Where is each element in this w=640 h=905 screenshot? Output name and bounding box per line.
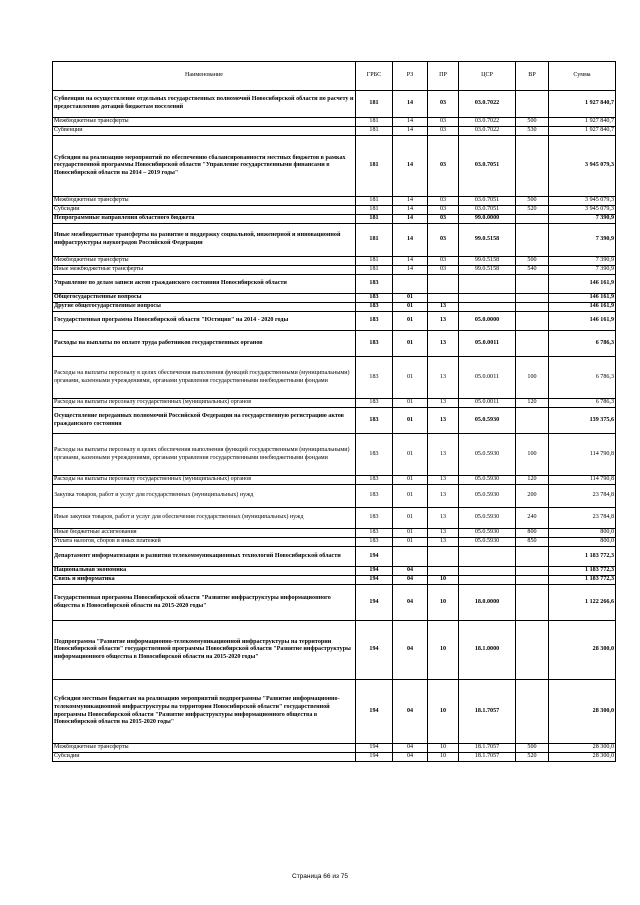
cell-csr: 18.1.0000 <box>459 621 516 680</box>
cell-vr: 800 <box>516 529 549 538</box>
cell-sum: 1 183 772,3 <box>549 547 616 567</box>
cell-csr: 18.1.7057 <box>459 744 516 753</box>
table-row <box>53 224 616 257</box>
cell-sum: 3 945 079,3 <box>549 206 616 215</box>
cell-csr: 99.0.0000 <box>459 215 516 224</box>
cell-name: Подпрограмма "Развитие информационно-телекоммуникационной инфраструктуры на территории Новосибирской области" государственной программы Новосибирской области "Развитие инфраструктуры информационного общества в Новосибирской области на 2015-2020 годы" <box>53 621 356 680</box>
cell-vr <box>516 576 549 585</box>
table-row <box>53 257 616 266</box>
cell-sum: 28 300,0 <box>549 753 616 762</box>
cell-csr <box>459 576 516 585</box>
cell-grbs: 183 <box>356 508 393 529</box>
cell-vr <box>516 547 549 567</box>
table-row <box>53 567 616 576</box>
cell-rz: 01 <box>393 529 428 538</box>
cell-name: Межбюджетные трансферты <box>53 257 356 266</box>
cell-pr: 13 <box>428 357 459 399</box>
cell-pr: 10 <box>428 585 459 621</box>
cell-pr: 13 <box>428 408 459 434</box>
cell-vr: 500 <box>516 744 549 753</box>
cell-rz: 04 <box>393 744 428 753</box>
cell-name: Субвенции <box>53 127 356 136</box>
cell-sum: 1 183 772,3 <box>549 567 616 576</box>
cell-grbs: 181 <box>356 127 393 136</box>
cell-name: Государственная программа Новосибирской области "Юстиция" на 2014 - 2020 годы <box>53 312 356 331</box>
cell-csr: 05.0.5930 <box>459 485 516 508</box>
cell-csr: 99.0.5158 <box>459 257 516 266</box>
header-grbs: ГРБС <box>356 62 393 91</box>
cell-csr <box>459 547 516 567</box>
cell-rz: 14 <box>393 206 428 215</box>
cell-rz: 14 <box>393 257 428 266</box>
cell-pr: 13 <box>428 476 459 485</box>
table-row <box>53 744 616 753</box>
cell-rz: 14 <box>393 215 428 224</box>
cell-csr: 03.0.7051 <box>459 206 516 215</box>
cell-name: Межбюджетные трансферты <box>53 744 356 753</box>
cell-csr: 99.0.5158 <box>459 266 516 275</box>
cell-name: Субсидии местным бюджетам на реализацию мероприятий подпрограммы "Развитие информационно-телекоммуникационной инфраструктуры на территории Новосибирской области" государственной программы Новосибирской области "Развитие инфраструктуры информационного общества в Новосибирской области на 2015-2020 годы" <box>53 680 356 744</box>
cell-name: Осуществление переданных полномочий Российской Федерации на государственную регистрацию актов гражданского состояния <box>53 408 356 434</box>
cell-rz: 14 <box>393 136 428 197</box>
cell-rz: 14 <box>393 91 428 118</box>
cell-rz: 01 <box>393 485 428 508</box>
cell-pr: 13 <box>428 331 459 357</box>
cell-sum: 1 927 840,7 <box>549 91 616 118</box>
cell-pr: 03 <box>428 91 459 118</box>
cell-vr <box>516 331 549 357</box>
cell-vr <box>516 621 549 680</box>
cell-grbs: 183 <box>356 485 393 508</box>
table-row <box>53 266 616 275</box>
cell-rz: 01 <box>393 508 428 529</box>
cell-rz: 04 <box>393 680 428 744</box>
cell-name: Субвенции на осуществление отдельных государственных полномочий Новосибирской области по расчету и предоставлению дотаций бюджетам поселений <box>53 91 356 118</box>
cell-sum: 7 390,9 <box>549 224 616 257</box>
table-row <box>53 118 616 127</box>
cell-pr <box>428 547 459 567</box>
cell-name: Иные закупки товаров, работ и услуг для обеспечения государственных (муниципальных) нужд <box>53 508 356 529</box>
cell-vr: 100 <box>516 357 549 399</box>
cell-rz: 01 <box>393 476 428 485</box>
cell-rz: 01 <box>393 294 428 303</box>
cell-sum: 146 161,9 <box>549 294 616 303</box>
cell-vr <box>516 680 549 744</box>
cell-vr <box>516 567 549 576</box>
cell-csr: 05.0.5930 <box>459 476 516 485</box>
cell-sum: 23 784,8 <box>549 485 616 508</box>
cell-sum: 7 390,9 <box>549 266 616 275</box>
table-row <box>53 399 616 408</box>
table-row <box>53 538 616 547</box>
cell-sum: 28 300,0 <box>549 621 616 680</box>
cell-sum: 146 161,9 <box>549 303 616 312</box>
cell-pr: 13 <box>428 508 459 529</box>
cell-name: Департамент информатизации и развития телекоммуникационных технологий Новосибирской области <box>53 547 356 567</box>
cell-grbs: 183 <box>356 275 393 294</box>
cell-sum: 146 161,9 <box>549 275 616 294</box>
cell-vr: 540 <box>516 266 549 275</box>
cell-sum: 23 784,8 <box>549 508 616 529</box>
cell-grbs: 183 <box>356 399 393 408</box>
cell-csr <box>459 294 516 303</box>
cell-rz: 01 <box>393 399 428 408</box>
table-row <box>53 476 616 485</box>
cell-sum: 3 945 079,3 <box>549 197 616 206</box>
cell-pr: 03 <box>428 266 459 275</box>
table-row <box>53 508 616 529</box>
header-rz: РЗ <box>393 62 428 91</box>
table-row <box>53 753 616 762</box>
cell-sum: 6 786,3 <box>549 399 616 408</box>
cell-csr <box>459 303 516 312</box>
cell-name: Уплата налогов, сборов и иных платежей <box>53 538 356 547</box>
cell-rz: 04 <box>393 585 428 621</box>
cell-sum: 7 390,9 <box>549 257 616 266</box>
cell-vr: 500 <box>516 257 549 266</box>
cell-csr: 05.0.0000 <box>459 312 516 331</box>
cell-grbs: 183 <box>356 529 393 538</box>
cell-grbs: 194 <box>356 621 393 680</box>
cell-csr: 05.0.5930 <box>459 529 516 538</box>
cell-rz: 04 <box>393 576 428 585</box>
cell-csr: 05.0.5930 <box>459 538 516 547</box>
cell-rz <box>393 275 428 294</box>
cell-grbs: 181 <box>356 215 393 224</box>
cell-grbs: 181 <box>356 136 393 197</box>
cell-grbs: 181 <box>356 197 393 206</box>
cell-sum: 3 945 079,3 <box>549 136 616 197</box>
cell-grbs: 183 <box>356 312 393 331</box>
cell-pr: 10 <box>428 753 459 762</box>
cell-vr: 200 <box>516 485 549 508</box>
cell-rz: 14 <box>393 127 428 136</box>
table-row <box>53 357 616 399</box>
cell-vr <box>516 91 549 118</box>
cell-rz: 01 <box>393 434 428 476</box>
cell-grbs: 183 <box>356 357 393 399</box>
cell-vr <box>516 275 549 294</box>
cell-name: Управление по делам записи актов гражданского состояния Новосибирской области <box>53 275 356 294</box>
cell-csr: 99.0.5158 <box>459 224 516 257</box>
cell-rz: 01 <box>393 331 428 357</box>
cell-sum: 1 183 772,3 <box>549 576 616 585</box>
cell-pr: 03 <box>428 197 459 206</box>
cell-pr: 03 <box>428 118 459 127</box>
cell-name: Иные бюджетные ассигнования <box>53 529 356 538</box>
cell-grbs: 183 <box>356 476 393 485</box>
cell-vr <box>516 136 549 197</box>
cell-pr <box>428 294 459 303</box>
cell-rz: 14 <box>393 266 428 275</box>
cell-name: Расходы на выплаты персоналу государственных (муниципальных) органов <box>53 476 356 485</box>
header-sum: Сумма <box>549 62 616 91</box>
cell-vr: 100 <box>516 434 549 476</box>
cell-name: Субсидии на реализацию мероприятий по обеспечению сбалансированности местных бюджетов в рамках государственной программы Новосибирской области "Управление государственными финансами в Новосибирской области на 2014 – 2019 годы" <box>53 136 356 197</box>
cell-pr: 03 <box>428 206 459 215</box>
cell-sum: 28 300,0 <box>549 744 616 753</box>
cell-sum: 146 161,9 <box>549 312 616 331</box>
cell-rz: 01 <box>393 357 428 399</box>
cell-csr: 18.1.7057 <box>459 680 516 744</box>
table-row <box>53 91 616 118</box>
table-body <box>53 91 616 762</box>
cell-name: Расходы на выплаты персоналу государственных (муниципальных) органов <box>53 399 356 408</box>
cell-sum: 114 790,8 <box>549 434 616 476</box>
cell-rz: 14 <box>393 197 428 206</box>
cell-pr: 13 <box>428 529 459 538</box>
cell-grbs: 183 <box>356 434 393 476</box>
cell-name: Непрограммные направления областного бюджета <box>53 215 356 224</box>
cell-sum: 1 927 840,7 <box>549 118 616 127</box>
cell-name: Межбюджетные трансферты <box>53 118 356 127</box>
cell-grbs: 181 <box>356 266 393 275</box>
cell-vr: 850 <box>516 538 549 547</box>
cell-rz: 04 <box>393 567 428 576</box>
cell-name: Общегосударственные вопросы <box>53 294 356 303</box>
cell-grbs: 183 <box>356 538 393 547</box>
cell-csr: 05.0.0011 <box>459 331 516 357</box>
cell-pr: 03 <box>428 127 459 136</box>
table-row <box>53 680 616 744</box>
cell-pr: 13 <box>428 485 459 508</box>
table-row <box>53 303 616 312</box>
cell-csr <box>459 567 516 576</box>
cell-name: Субсидии <box>53 206 356 215</box>
cell-csr: 18.1.7057 <box>459 753 516 762</box>
cell-grbs: 183 <box>356 294 393 303</box>
cell-name: Закупка товаров, работ и услуг для государственных (муниципальных) нужд <box>53 485 356 508</box>
cell-name: Субсидии <box>53 753 356 762</box>
cell-vr <box>516 312 549 331</box>
cell-name: Иные межбюджетные трансферты на развитие и поддержку социальной, инженерной и инновационной инфраструктуры наукоградов Российской Федерации <box>53 224 356 257</box>
cell-name: Другие общегосударственные вопросы <box>53 303 356 312</box>
cell-vr: 500 <box>516 197 549 206</box>
table-row <box>53 576 616 585</box>
cell-grbs: 181 <box>356 118 393 127</box>
cell-pr: 03 <box>428 136 459 197</box>
cell-name: Межбюджетные трансферты <box>53 197 356 206</box>
table-row <box>53 136 616 197</box>
cell-pr: 10 <box>428 621 459 680</box>
header-csr: ЦСР <box>459 62 516 91</box>
cell-rz <box>393 547 428 567</box>
cell-grbs: 194 <box>356 753 393 762</box>
cell-pr: 13 <box>428 434 459 476</box>
cell-name: Государственная программа Новосибирской области "Развитие инфраструктуры информационного общества в Новосибирской области на 2015-2020 годы" <box>53 585 356 621</box>
cell-grbs: 181 <box>356 206 393 215</box>
cell-rz: 04 <box>393 621 428 680</box>
cell-grbs: 181 <box>356 257 393 266</box>
cell-pr: 03 <box>428 215 459 224</box>
cell-grbs: 181 <box>356 224 393 257</box>
cell-rz: 04 <box>393 753 428 762</box>
table-row <box>53 331 616 357</box>
table-row <box>53 434 616 476</box>
cell-pr: 13 <box>428 303 459 312</box>
cell-vr: 120 <box>516 476 549 485</box>
cell-grbs: 194 <box>356 680 393 744</box>
cell-csr: 03.0.7022 <box>459 127 516 136</box>
budget-table <box>52 61 616 762</box>
cell-name: Расходы на выплаты по оплате труда работников государственных органов <box>53 331 356 357</box>
cell-csr: 05.0.5930 <box>459 508 516 529</box>
cell-vr: 120 <box>516 399 549 408</box>
cell-csr: 03.0.7051 <box>459 197 516 206</box>
cell-vr: 500 <box>516 118 549 127</box>
cell-vr <box>516 408 549 434</box>
cell-csr: 03.0.7022 <box>459 91 516 118</box>
cell-pr: 03 <box>428 257 459 266</box>
cell-grbs: 194 <box>356 547 393 567</box>
table-row <box>53 127 616 136</box>
cell-name: Расходы на выплаты персоналу в целях обеспечения выполнения функций государственными (муниципальными) органами, казенными учреждениями, органами управления государственными внебюджетными фондами <box>53 434 356 476</box>
cell-sum: 6 786,3 <box>549 331 616 357</box>
cell-grbs: 194 <box>356 576 393 585</box>
cell-pr <box>428 567 459 576</box>
cell-csr: 05.0.0011 <box>459 357 516 399</box>
cell-pr: 13 <box>428 538 459 547</box>
cell-grbs: 181 <box>356 91 393 118</box>
cell-pr: 03 <box>428 224 459 257</box>
cell-name: Национальная экономика <box>53 567 356 576</box>
table-row <box>53 197 616 206</box>
cell-rz: 01 <box>393 408 428 434</box>
cell-grbs: 183 <box>356 408 393 434</box>
cell-sum: 28 300,0 <box>549 680 616 744</box>
cell-pr: 13 <box>428 312 459 331</box>
cell-name: Расходы на выплаты персоналу в целях обеспечения выполнения функций государственными (муниципальными) органами, казенными учреждениями, органами управления государственными внебюджетными фондами <box>53 357 356 399</box>
cell-vr: 520 <box>516 206 549 215</box>
cell-vr <box>516 215 549 224</box>
cell-grbs: 194 <box>356 585 393 621</box>
cell-sum: 1 927 840,7 <box>549 127 616 136</box>
table-row <box>53 408 616 434</box>
table-row <box>53 312 616 331</box>
cell-csr <box>459 275 516 294</box>
table-row <box>53 294 616 303</box>
cell-pr: 10 <box>428 680 459 744</box>
cell-rz: 14 <box>393 118 428 127</box>
cell-sum: 800,0 <box>549 529 616 538</box>
cell-grbs: 194 <box>356 744 393 753</box>
cell-sum: 6 786,3 <box>549 357 616 399</box>
cell-csr: 05.0.0011 <box>459 399 516 408</box>
header-name: Наименование <box>53 62 356 91</box>
cell-csr: 03.0.7051 <box>459 136 516 197</box>
cell-csr: 18.0.0000 <box>459 585 516 621</box>
table-row <box>53 621 616 680</box>
page-footer: Страница 66 из 75 <box>292 873 348 880</box>
cell-sum: 139 375,6 <box>549 408 616 434</box>
cell-pr: 10 <box>428 576 459 585</box>
cell-rz: 01 <box>393 312 428 331</box>
table-row <box>53 206 616 215</box>
cell-csr: 03.0.7022 <box>459 118 516 127</box>
cell-vr <box>516 303 549 312</box>
cell-name: Иные межбюджетные трансферты <box>53 266 356 275</box>
cell-sum: 800,0 <box>549 538 616 547</box>
table-row <box>53 275 616 294</box>
cell-vr <box>516 224 549 257</box>
cell-rz: 01 <box>393 538 428 547</box>
table-header-row <box>53 62 616 91</box>
cell-pr <box>428 275 459 294</box>
cell-grbs: 183 <box>356 303 393 312</box>
cell-sum: 1 122 266,6 <box>549 585 616 621</box>
header-vr: ВР <box>516 62 549 91</box>
cell-rz: 01 <box>393 303 428 312</box>
table-row <box>53 547 616 567</box>
cell-grbs: 194 <box>356 567 393 576</box>
cell-pr: 13 <box>428 399 459 408</box>
cell-vr <box>516 294 549 303</box>
cell-vr <box>516 585 549 621</box>
table-row <box>53 215 616 224</box>
cell-sum: 114 790,8 <box>549 476 616 485</box>
cell-csr: 05.0.5930 <box>459 434 516 476</box>
cell-vr: 240 <box>516 508 549 529</box>
table-row <box>53 485 616 508</box>
cell-csr: 05.0.5930 <box>459 408 516 434</box>
table-row <box>53 529 616 538</box>
cell-vr: 530 <box>516 127 549 136</box>
cell-pr: 10 <box>428 744 459 753</box>
cell-vr: 520 <box>516 753 549 762</box>
cell-name: Связь и информатика <box>53 576 356 585</box>
cell-grbs: 183 <box>356 331 393 357</box>
cell-rz: 14 <box>393 224 428 257</box>
header-pr: ПР <box>428 62 459 91</box>
table-row <box>53 585 616 621</box>
cell-sum: 7 390,9 <box>549 215 616 224</box>
